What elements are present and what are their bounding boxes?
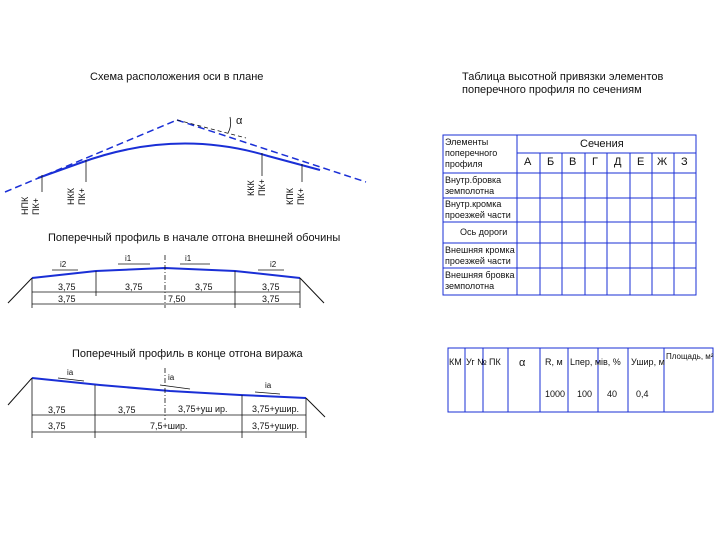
width-label: 3,75: [58, 294, 76, 304]
row-label: проезжей части: [445, 210, 511, 220]
tangent-left: [5, 120, 177, 192]
row-label: Ось дороги: [460, 227, 508, 237]
curve-header: iв, %: [601, 357, 621, 367]
curve-header: Lпер, м: [570, 357, 602, 367]
row-label: Внутр.кромка: [445, 199, 502, 209]
curve-header: α: [519, 357, 526, 369]
curve-header: КМ: [449, 357, 462, 367]
row-label: проезжей части: [445, 256, 511, 266]
width-label: 3,75: [195, 282, 213, 292]
curve-value: 1000: [545, 389, 566, 399]
section-col: А: [524, 156, 532, 168]
right-slope: [300, 278, 324, 303]
slope-label: ia: [168, 373, 175, 382]
sections-header: Сечения: [580, 138, 624, 150]
station-label: НПК: [20, 196, 30, 215]
alpha-label: α: [236, 115, 243, 127]
slope-label: i2: [270, 260, 277, 269]
width-label: 3,75: [125, 282, 143, 292]
plan-scheme: [5, 117, 366, 192]
width-label: 3,75: [58, 282, 76, 292]
elev-table-title: Таблица высотной привязки элементов: [462, 71, 664, 83]
station-label: ККК: [246, 180, 256, 196]
curve-header: Уг №: [466, 357, 487, 367]
curve-value: 40: [607, 389, 618, 399]
section-col: В: [569, 156, 577, 168]
slope-label: i2: [60, 260, 67, 269]
section-col: Г: [592, 156, 598, 168]
slope-arrow: [255, 392, 280, 394]
left-slope: [8, 278, 32, 303]
width-label: 3,75+ушир.: [252, 404, 300, 414]
row-label: Внешняя бровка: [445, 270, 515, 280]
curve-header: Ушир, м: [631, 357, 665, 367]
curve-value: 0,4: [636, 389, 649, 399]
width-label: 3,75+ушир.: [252, 421, 300, 431]
section-col: Ж: [657, 156, 668, 168]
width-label: 7,5+шир.: [150, 421, 188, 431]
width-label: 3,75: [118, 405, 136, 415]
corner-cell: профиля: [445, 159, 483, 169]
road-surface: [32, 268, 300, 278]
curve-header: R, м: [545, 357, 563, 367]
curve-header: ПК: [489, 357, 501, 367]
slope-label: ia: [265, 381, 272, 390]
station-label: НКК: [66, 188, 76, 205]
width-label: 3,75: [262, 294, 280, 304]
tangent-right: [177, 120, 366, 182]
elev-table-subtitle: поперечного профиля по сечениям: [462, 84, 642, 96]
corner-cell: поперечного: [445, 148, 498, 158]
station-label: КПК: [285, 188, 295, 205]
station-label: ПК+: [296, 188, 306, 205]
width-label: 3,75: [48, 421, 66, 431]
profile-start-title: Поперечный профиль в начале отгона внешней обочины: [48, 232, 341, 244]
station-label: ПК+: [31, 198, 41, 215]
alpha-arc: [228, 117, 231, 133]
station-label: ПК+: [77, 188, 87, 205]
width-label: 3,75: [262, 282, 280, 292]
section-col: Е: [637, 156, 645, 168]
row-label: земполотна: [445, 186, 495, 196]
width-label: 3,75+уш ир.: [178, 404, 228, 414]
profile-end-title: Поперечный профиль в конце отгона виража: [72, 348, 303, 360]
slope-label: i1: [125, 254, 132, 263]
width-label: 3,75: [48, 405, 66, 415]
right-slope: [306, 398, 325, 417]
plan-title: Схема расположения оси в плане: [90, 71, 264, 83]
section-col: Б: [547, 156, 555, 168]
curve-header: Площадь, м²: [666, 352, 714, 361]
width-label: 7,50: [168, 294, 186, 304]
slope-label: ia: [67, 368, 74, 377]
left-slope: [8, 378, 32, 405]
curve-value: 100: [577, 389, 593, 399]
slope-arrow: [160, 385, 190, 389]
section-col: Д: [614, 156, 622, 168]
section-col: З: [681, 156, 688, 168]
row-label: земполотна: [445, 281, 495, 291]
station-label: ПК+: [257, 179, 267, 196]
row-label: Внешняя кромка: [445, 245, 515, 255]
slope-label: i1: [185, 254, 192, 263]
row-label: Внутр.бровка: [445, 175, 502, 185]
corner-cell: Элементы: [445, 137, 489, 147]
